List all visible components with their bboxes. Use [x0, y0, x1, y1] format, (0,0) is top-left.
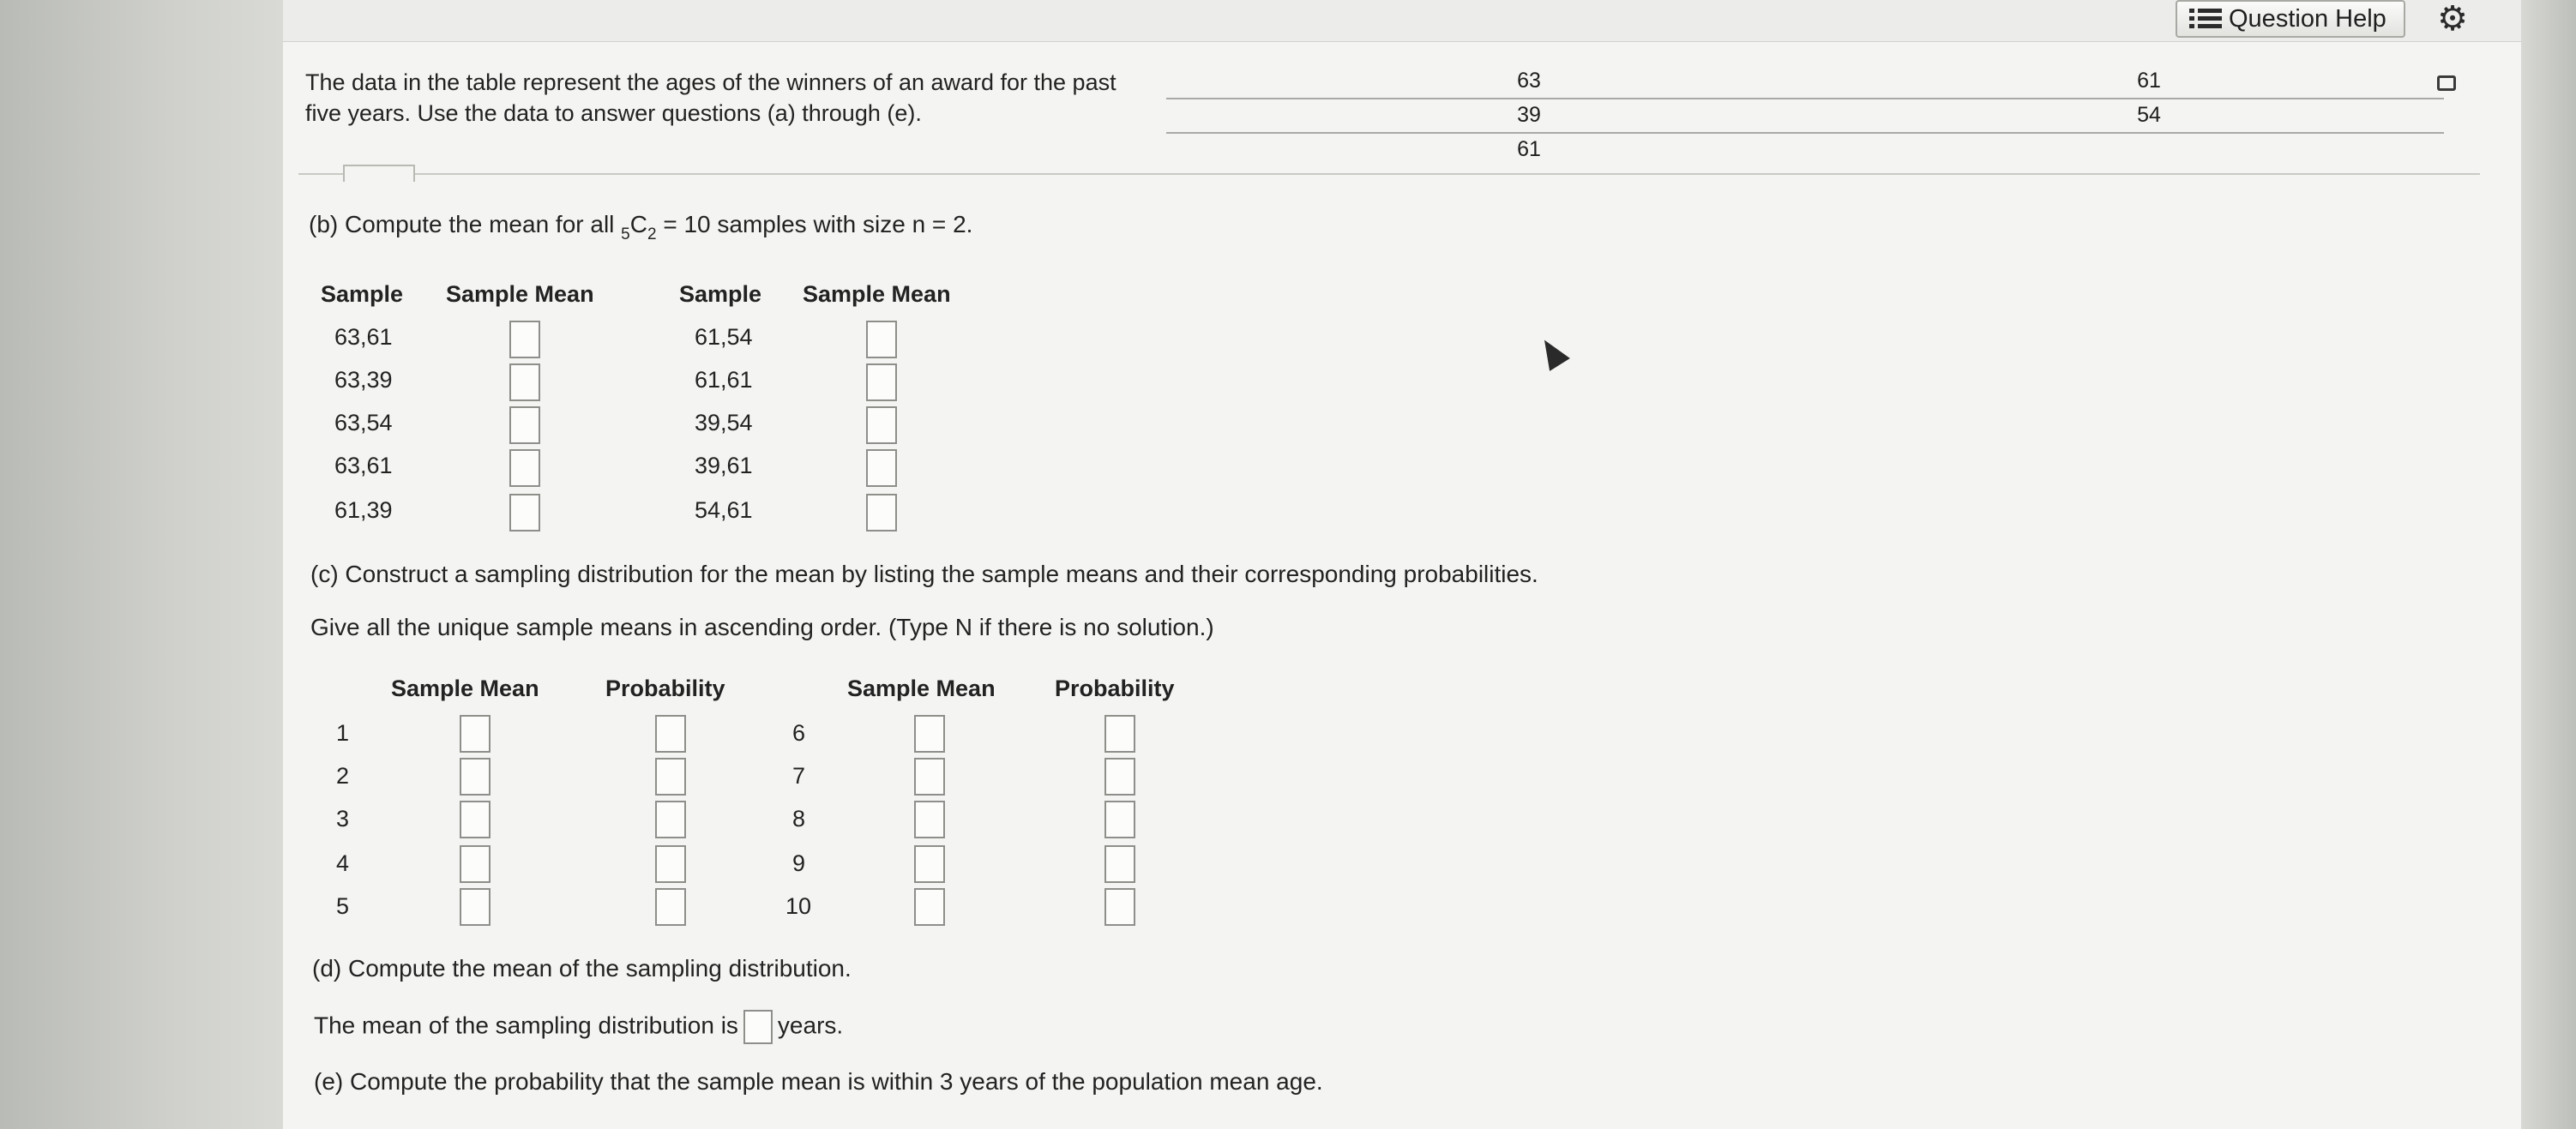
sample-mean-input[interactable] — [914, 758, 945, 796]
top-toolbar — [283, 0, 2521, 42]
sample-cell: 63,61 — [334, 453, 393, 478]
sample-mean-input[interactable] — [460, 758, 491, 796]
sample-mean-input[interactable] — [509, 449, 540, 487]
probability-input[interactable] — [655, 845, 686, 883]
part-c-instruction: Give all the unique sample means in ascending order. (Type N if there is no solution.) — [310, 614, 1214, 640]
part-d-answer-line — [314, 1010, 843, 1044]
part-d-title: (d) Compute the mean of the sampling distribution. — [312, 955, 852, 982]
list-icon — [2189, 9, 2222, 29]
sample-cell: 63,54 — [334, 410, 393, 435]
sample-mean-input[interactable] — [460, 801, 491, 838]
sample-mean-input[interactable] — [914, 715, 945, 753]
sample-cell: 54,61 — [695, 497, 753, 523]
mean-of-distribution-input[interactable] — [743, 1010, 773, 1044]
sample-cell: 61,61 — [695, 367, 753, 393]
sample-mean-input[interactable] — [460, 845, 491, 883]
sample-mean-input[interactable] — [509, 363, 540, 401]
header-sample-mean: Sample Mean — [391, 676, 539, 701]
row-index: 3 — [336, 806, 350, 832]
sample-mean-input[interactable] — [509, 494, 540, 531]
sample-mean-input[interactable] — [866, 363, 897, 401]
sample-mean-input[interactable] — [866, 494, 897, 531]
part-b-title — [309, 211, 973, 243]
probability-input[interactable] — [655, 715, 686, 753]
sample-mean-input[interactable] — [866, 321, 897, 358]
data-row — [1166, 99, 2444, 134]
question-help-button[interactable] — [2176, 0, 2405, 38]
data-cell: 61 — [1517, 137, 1541, 161]
sample-mean-input[interactable] — [866, 406, 897, 444]
sample-mean-input[interactable] — [914, 801, 945, 838]
part-b-prefix: (b) Compute the mean for all — [309, 211, 622, 237]
row-index: 8 — [792, 806, 806, 832]
probability-input[interactable] — [1104, 715, 1135, 753]
sample-mean-input[interactable] — [914, 888, 945, 926]
data-row — [1166, 134, 2444, 166]
sample-mean-input[interactable] — [460, 888, 491, 926]
header-probability: Probability — [1055, 676, 1175, 701]
header-sample-mean: Sample Mean — [803, 281, 951, 307]
screen-bezel-left — [0, 0, 283, 1129]
sample-mean-input[interactable] — [509, 321, 540, 358]
part-b-suffix: = 10 samples with size n = 2. — [656, 211, 973, 237]
data-cell: 63 — [1517, 69, 1541, 93]
part-b-sub: 2 — [647, 225, 657, 243]
part-b-c: C — [629, 211, 647, 237]
sample-mean-input[interactable] — [866, 449, 897, 487]
row-index: 10 — [785, 893, 812, 919]
row-index: 7 — [792, 763, 806, 789]
header-sample-mean: Sample Mean — [446, 281, 594, 307]
header-sample: Sample — [321, 281, 404, 307]
probability-input[interactable] — [655, 758, 686, 796]
header-probability: Probability — [605, 676, 725, 701]
probability-input[interactable] — [1104, 758, 1135, 796]
row-index: 6 — [792, 720, 806, 746]
probability-input[interactable] — [655, 801, 686, 838]
gear-icon[interactable]: ⚙ — [2437, 0, 2468, 38]
question-intro: The data in the table represent the ages of the winners of an award for the past five years. Use the data to answer questions (a) through (e). — [305, 69, 1116, 126]
part-c-title: (c) Construct a sampling distribution for the mean by listing the sample means and their corresponding probabilities. — [310, 561, 1538, 587]
mouse-cursor-icon — [1534, 333, 1570, 371]
sample-mean-input[interactable] — [509, 406, 540, 444]
row-index: 9 — [792, 850, 806, 876]
data-row — [1166, 65, 2444, 99]
screen-bezel-right — [2521, 0, 2576, 1129]
data-cell: 39 — [1517, 103, 1541, 127]
probability-input[interactable] — [655, 888, 686, 926]
sample-cell: 39,54 — [695, 410, 753, 435]
sample-mean-input[interactable] — [914, 845, 945, 883]
question-help-label: Question Help — [2229, 4, 2386, 33]
probability-input[interactable] — [1104, 845, 1135, 883]
question-page — [283, 0, 2521, 1129]
data-cell: 61 — [2137, 69, 2161, 93]
section-divider — [298, 173, 2480, 175]
sample-cell: 61,39 — [334, 497, 393, 523]
collapse-handle[interactable] — [343, 165, 415, 182]
sample-cell: 63,61 — [334, 324, 393, 350]
sample-cell: 61,54 — [695, 324, 753, 350]
part-b-presub: 5 — [621, 225, 630, 243]
sample-mean-input[interactable] — [460, 715, 491, 753]
sample-cell: 63,39 — [334, 367, 393, 393]
row-index: 5 — [336, 893, 350, 919]
row-index: 2 — [336, 763, 350, 789]
part-e-title: (e) Compute the probability that the sample mean is within 3 years of the population mean age. — [314, 1068, 1323, 1095]
part-d-suffix: years. — [777, 1012, 844, 1039]
row-index: 1 — [336, 720, 350, 746]
probability-input[interactable] — [1104, 801, 1135, 838]
row-index: 4 — [336, 850, 350, 876]
part-d-prefix: The mean of the sampling distribution is — [314, 1012, 738, 1039]
header-sample-mean: Sample Mean — [847, 676, 996, 701]
probability-input[interactable] — [1104, 888, 1135, 926]
data-cell: 54 — [2137, 103, 2161, 127]
sample-cell: 39,61 — [695, 453, 753, 478]
header-sample: Sample — [679, 281, 762, 307]
ages-data-table — [1166, 65, 2444, 166]
